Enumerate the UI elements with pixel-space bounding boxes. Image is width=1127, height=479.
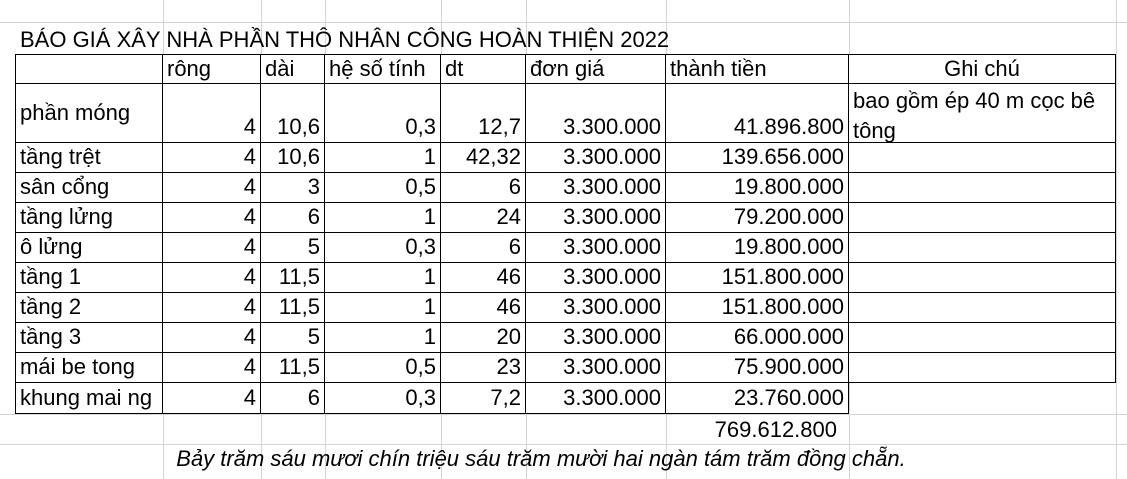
cell-length[interactable]: 6	[261, 383, 325, 414]
cell-coef[interactable]: 1	[325, 203, 441, 233]
cell-width[interactable]: 4	[163, 203, 261, 233]
cell-amount[interactable]: 75.900.000	[666, 353, 849, 383]
cell-unit-price[interactable]: 3.300.000	[526, 143, 666, 173]
cell-unit-price[interactable]: 3.300.000	[526, 323, 666, 353]
cell-coef[interactable]: 0,5	[325, 173, 441, 203]
cell-note[interactable]	[849, 263, 1116, 293]
cell-width[interactable]: 4	[163, 263, 261, 293]
cell-item[interactable]: tầng trệt	[15, 143, 163, 173]
cell-unit-price[interactable]: 3.300.000	[526, 173, 666, 203]
cell-length[interactable]: 11,5	[261, 263, 325, 293]
cell-note[interactable]	[849, 323, 1116, 353]
header-unit-price[interactable]: đơn giá	[526, 54, 666, 84]
header-item[interactable]	[15, 54, 163, 84]
sheet-title[interactable]: BÁO GIÁ XÂY NHÀ PHẦN THÔ NHÂN CÔNG HOÀN THIỆN 2022	[20, 27, 670, 52]
total-in-words-text: Bảy trăm sáu mươi chín triệu sáu trăm mười hai ngàn tám trăm đồng chẵn.	[176, 446, 906, 471]
cell-coef[interactable]: 0,3	[325, 84, 441, 143]
cell-area[interactable]: 20	[441, 323, 526, 353]
header-length[interactable]: dài	[261, 54, 325, 84]
cell-amount[interactable]: 19.800.000	[666, 233, 849, 263]
cell-note[interactable]	[849, 353, 1116, 383]
cell-coef[interactable]: 1	[325, 263, 441, 293]
cell-coef[interactable]: 1	[325, 293, 441, 323]
cell-note[interactable]	[849, 203, 1116, 233]
cell-width[interactable]: 4	[163, 173, 261, 203]
cell-note[interactable]	[849, 173, 1116, 203]
grand-total-cell[interactable]: 769.612.800	[714, 417, 837, 442]
cell-amount[interactable]: 19.800.000	[666, 173, 849, 203]
header-coef[interactable]: hệ số tính	[325, 54, 441, 84]
cell-length[interactable]: 3	[261, 173, 325, 203]
header-width[interactable]: rông	[163, 54, 261, 84]
header-area[interactable]: dt	[441, 54, 526, 84]
cell-length[interactable]: 5	[261, 233, 325, 263]
cell-amount[interactable]: 151.800.000	[666, 263, 849, 293]
cell-coef[interactable]: 0,3	[325, 383, 441, 414]
cell-unit-price[interactable]: 3.300.000	[526, 233, 666, 263]
cell-length[interactable]: 10,6	[261, 143, 325, 173]
cell-note[interactable]	[849, 233, 1116, 263]
cell-unit-price[interactable]: 3.300.000	[526, 203, 666, 233]
cell-area[interactable]: 12,7	[441, 84, 526, 143]
cell-item[interactable]: tầng 1	[15, 263, 163, 293]
cell-note[interactable]: bao gồm ép 40 m cọc bê tông	[849, 84, 1116, 143]
cell-item[interactable]: phần móng	[15, 84, 163, 143]
total-in-words-cell[interactable]	[0, 444, 1127, 474]
cell-item[interactable]: tầng lửng	[15, 203, 163, 233]
header-amount[interactable]: thành tiền	[666, 54, 849, 84]
cell-unit-price[interactable]: 3.300.000	[526, 293, 666, 323]
cell-item[interactable]: tầng 3	[15, 323, 163, 353]
cell-area[interactable]: 46	[441, 293, 526, 323]
cell-area[interactable]: 7,2	[441, 383, 526, 414]
cell-item[interactable]: sân cổng	[15, 173, 163, 203]
cell-coef[interactable]: 0,5	[325, 353, 441, 383]
cell-item[interactable]: ô lửng	[15, 233, 163, 263]
cell-item[interactable]: tầng 2	[15, 293, 163, 323]
cell-length[interactable]: 11,5	[261, 293, 325, 323]
cell-amount[interactable]: 79.200.000	[666, 203, 849, 233]
cell-length[interactable]: 11,5	[261, 353, 325, 383]
cell-area[interactable]: 6	[441, 173, 526, 203]
cell-width[interactable]: 4	[163, 323, 261, 353]
cell-area[interactable]: 46	[441, 263, 526, 293]
cell-note[interactable]	[849, 293, 1116, 323]
cell-amount[interactable]: 151.800.000	[666, 293, 849, 323]
cell-unit-price[interactable]: 3.300.000	[526, 383, 666, 414]
cell-item[interactable]: khung mai ng	[15, 383, 163, 414]
cell-amount[interactable]: 139.656.000	[666, 143, 849, 173]
cell-note[interactable]	[849, 143, 1116, 173]
cell-length[interactable]: 10,6	[261, 84, 325, 143]
cell-length[interactable]: 5	[261, 323, 325, 353]
cell-unit-price[interactable]: 3.300.000	[526, 84, 666, 143]
cell-amount[interactable]: 66.000.000	[666, 323, 849, 353]
cell-coef[interactable]: 0,3	[325, 233, 441, 263]
cell-unit-price[interactable]: 3.300.000	[526, 353, 666, 383]
cell-width[interactable]: 4	[163, 383, 261, 414]
cell-length[interactable]: 6	[261, 203, 325, 233]
cell-area[interactable]: 24	[441, 203, 526, 233]
cell-coef[interactable]: 1	[325, 143, 441, 173]
cell-coef[interactable]: 1	[325, 323, 441, 353]
cell-width[interactable]: 4	[163, 353, 261, 383]
header-note[interactable]: Ghi chú	[849, 54, 1116, 84]
cell-width[interactable]: 4	[163, 233, 261, 263]
cell-width[interactable]: 4	[163, 293, 261, 323]
cell-item[interactable]: mái be tong	[15, 353, 163, 383]
cell-amount[interactable]: 23.760.000	[666, 383, 849, 414]
cell-area[interactable]: 6	[441, 233, 526, 263]
cell-note[interactable]	[849, 383, 1116, 414]
cell-width[interactable]: 4	[163, 143, 261, 173]
cell-width[interactable]: 4	[163, 84, 261, 143]
cell-unit-price[interactable]: 3.300.000	[526, 263, 666, 293]
cell-area[interactable]: 42,32	[441, 143, 526, 173]
cell-amount[interactable]: 41.896.800	[666, 84, 849, 143]
cell-area[interactable]: 23	[441, 353, 526, 383]
